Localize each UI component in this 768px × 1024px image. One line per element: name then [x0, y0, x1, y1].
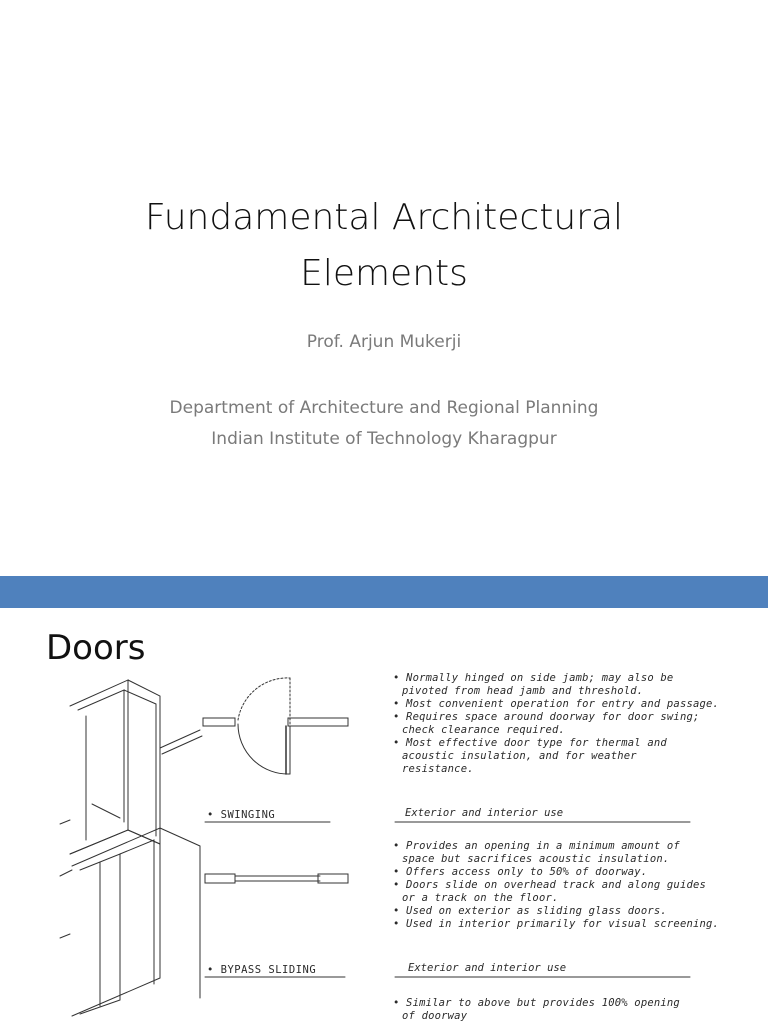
affiliation-department: Department of Architecture and Regional Planning	[169, 398, 599, 418]
affiliation	[0, 393, 768, 455]
note-line: of doorway	[402, 1010, 468, 1022]
note-line: • Offers access only to 50% of doorway.	[393, 866, 648, 878]
slide-divider-band	[0, 576, 768, 608]
note-line: or a track on the floor.	[402, 892, 559, 904]
note-line: pivoted from head jamb and threshold.	[402, 685, 644, 697]
note-line: • Provides an opening in a minimum amount of	[393, 840, 680, 852]
note-line: • Most convenient operation for entry and passage.	[393, 698, 720, 710]
slide-title-line-2: Elements	[300, 253, 468, 294]
swinging-notes	[393, 672, 719, 776]
slide-title	[60, 190, 708, 302]
swinging-use: Exterior and interior use	[405, 807, 564, 819]
sliding-door-illustration	[60, 828, 200, 1016]
slide-heading: Doors	[46, 628, 146, 668]
affiliation-institute: Indian Institute of Technology Kharagpur	[211, 429, 557, 449]
doors-slide	[0, 608, 768, 1024]
note-line: • Most effective door type for thermal and	[393, 737, 667, 749]
swinging-door-illustration	[60, 680, 202, 854]
bypass-sliding-use: Exterior and interior use	[408, 962, 567, 974]
swinging-door-plan	[203, 678, 348, 774]
note-line: space but sacrifices acoustic insulation.	[402, 853, 670, 865]
slide-title-line-1: Fundamental Architectural	[144, 197, 624, 238]
note-line: check clearance required.	[402, 724, 566, 736]
author-name: Prof. Arjun Mukerji	[306, 332, 462, 352]
bypass-sliding-notes	[393, 840, 719, 931]
note-line: resistance.	[402, 763, 474, 775]
bypass-sliding-label: • BYPASS SLIDING	[207, 964, 317, 976]
third-door-notes	[393, 997, 680, 1023]
note-line: • Used on exterior as sliding glass doors.	[393, 905, 667, 917]
swinging-label: • SWINGING	[207, 809, 276, 821]
note-line: • Similar to above but provides 100% opening	[393, 997, 680, 1009]
note-line: • Doors slide on overhead track and along guides	[393, 879, 707, 891]
note-line: • Used in interior primarily for visual screening.	[393, 918, 720, 930]
door-sketch-drawing	[0, 608, 768, 1024]
sliding-door-plan	[205, 874, 348, 883]
note-line: • Normally hinged on side jamb; may also be	[393, 672, 674, 684]
note-line: acoustic insulation, and for weather	[402, 750, 637, 762]
note-line: • Requires space around doorway for door swing;	[393, 711, 700, 723]
